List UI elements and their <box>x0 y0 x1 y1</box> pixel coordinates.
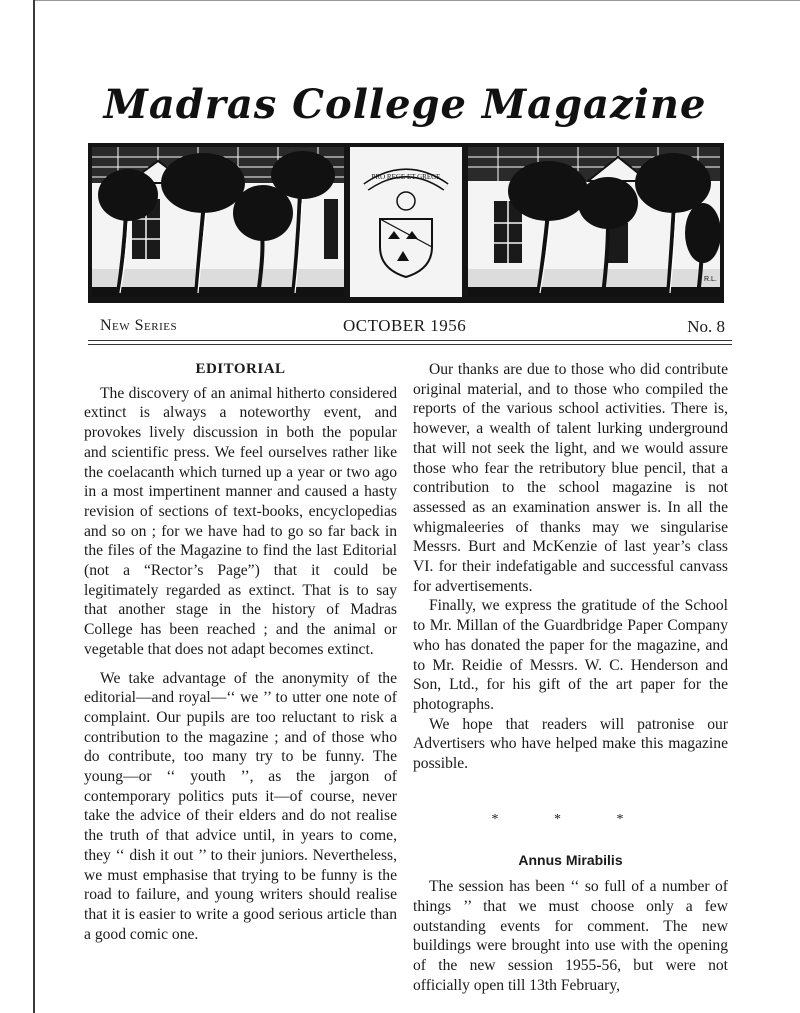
masthead-banner-illustration <box>88 143 724 303</box>
masthead-title: Madras College Magazine <box>103 81 707 128</box>
editorial-paragraph: Our thanks are due to those who did contribute original material, and to those who compiled the reports of the various school activities. There is, however, a wealth of talent lurking underground that will not seek the light, and we would assure those who fear the retributory blue pencil, that a contribution to the school magazine is not assessed as an examination answer is. In all the whigmaleeries of thanks may we singularise Messrs. Burt and McKenzie of last year’s class VI. for their indefatigable and successful canvass for advertisements. <box>413 361 728 595</box>
right-column <box>413 360 728 995</box>
school-crest <box>350 147 462 297</box>
top-rule <box>35 0 800 1</box>
section-separator: * * * <box>491 811 650 827</box>
issue-date: OCTOBER 1956 <box>343 316 467 335</box>
left-building-scene <box>92 147 344 297</box>
header-rule-upper <box>88 340 732 341</box>
editorial-paragraph: The discovery of an animal hitherto considered extinct is always a noteworthy event, and provokes lively discussion in both the popular and scientific press. We feel ourselves rather like the coelacanth which turned up a year or two ago in a most impertinent manner and caused a hasty revision of sections of text-books, encyclopedias and so on ; for we have had to go so far back in the files of the Magazine to find the last Editorial (not a “Rector’s Page”) that it could be legitimately regarded as extinct. That is to say that another stage in the history of Madras College has been reached ; and the animal or vegetable that does not adapt becomes extinct. <box>84 384 397 658</box>
crest-motto: PRO REGE ET GREGE <box>371 173 441 181</box>
annus-mirabilis-heading: Annus Mirabilis <box>518 852 623 869</box>
editorial-paragraph: We take advantage of the anonymity of the editorial—and royal—‘‘ we ’’ to utter one note of complaint. Our pupils are too reluctant to risk a contribution to the magazine ; and of those who do contribute, too many try to be funny. The young—or ‘‘ youth ’’, as the jargon of contemporary politics puts it—of course, never take the advice of their elders and do not realise the truth of that advice until, in years to come, they ‘‘ dish it out ’’ to their juniors. Nevertheless, we must emphasise that trying to be funny is the road to failure, and young writers should realise that it is easier to write a good serious article than a good comic one. <box>84 669 397 943</box>
editorial-paragraph: We hope that readers will patronise our Advertisers who have helped make this magazine possible. <box>413 715 728 773</box>
editorial-paragraph: Finally, we express the gratitude of the School to Mr. Millan of the Guardbridge Paper Company who has donated the paper for the magazine, and to Mr. Reidie of Messrs. W. C. Henderson and Son, Ltd., for his gift of the art paper for the photographs. <box>413 597 728 713</box>
artist-initials: R.L. <box>704 276 717 283</box>
left-column <box>84 360 397 944</box>
annus-paragraph: The session has been ‘‘ so full of a number of things ’’ that we must choose only a few outstanding events for comment. The new buildings were brought into use with the opening of the new session 1955-56, but were not officially open till 13th February, <box>413 878 728 994</box>
series-label: New Series <box>100 317 178 334</box>
header-rule-lower <box>88 344 732 345</box>
right-building-scene <box>468 147 721 297</box>
issue-number: No. 8 <box>687 317 725 336</box>
editorial-heading: EDITORIAL <box>195 361 286 377</box>
page-edge <box>33 0 35 1013</box>
issue-info-bar <box>98 313 725 343</box>
